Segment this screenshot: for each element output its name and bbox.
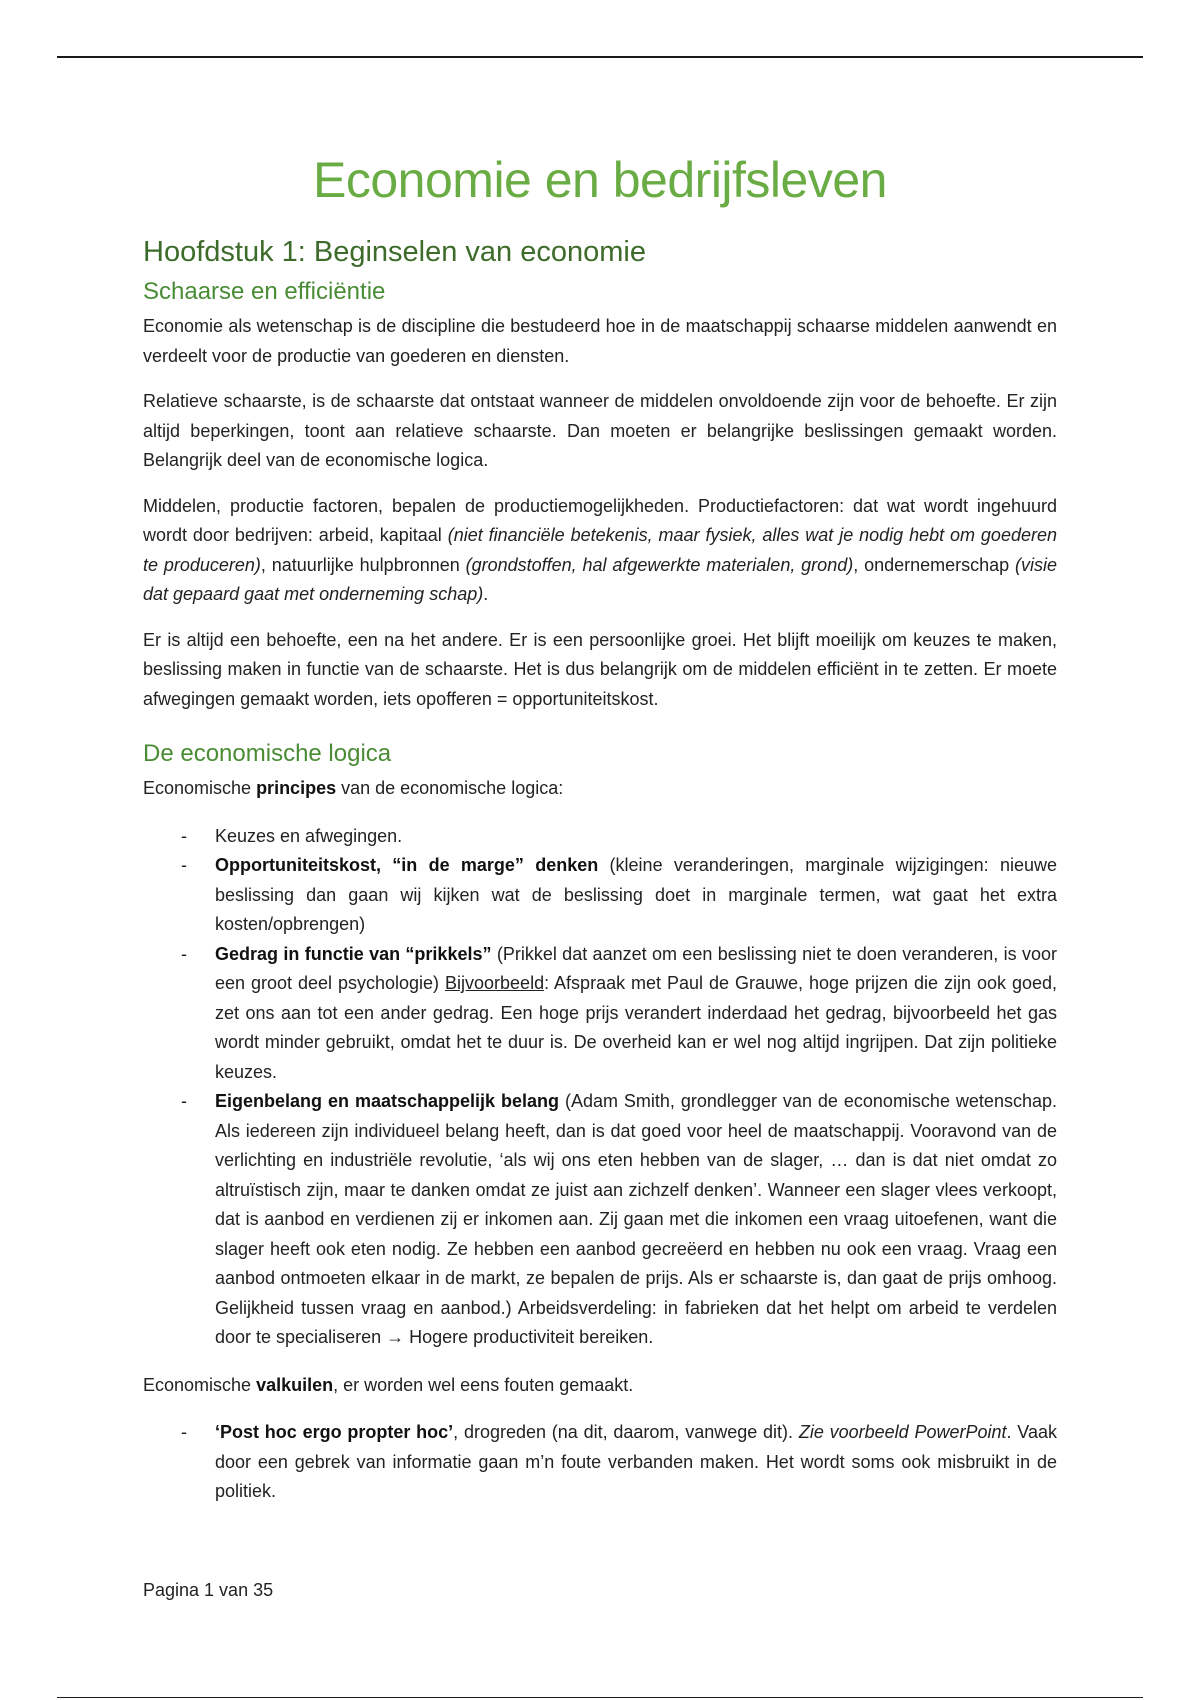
- paragraph-opportunity-cost: Er is altijd een behoefte, een na het andere. Er is een persoonlijke groei. Het blijft moeilijk om keuzes te maken, beslissing maken in functie van de schaarste. Het is dus belangrijk om de middelen efficiënt in te zetten. Er moete afwegingen gemaakt worden, iets opofferen = opportuniteitskost.: [143, 629, 1057, 709]
- list-item: - Opportuniteitskost, “in de marge” denken (kleine veranderingen, marginale wijzigingen: nieuwe beslissing dan gaan wij kijken wat de beslissing doet in marginale termen, wat gaat het extra kosten/opbrengen): [143, 851, 1057, 940]
- document-title: Economie en bedrijfsleven: [313, 152, 887, 208]
- document-page: [143, 140, 1057, 1525]
- pitfalls-intro: Economische valkuilen, er worden wel eens fouten gemaakt.: [143, 1374, 634, 1395]
- principles-intro: Economische principes van de economische logica:: [143, 778, 564, 798]
- page-number: Pagina 1 van 35: [143, 1580, 274, 1600]
- paragraph-relative-scarcity: Relatieve schaarste, is de schaarste dat ontstaat wanneer de middelen onvoldoende zijn voor de behoefte. Er zijn altijd beperkingen, toont aan relatieve schaarste. Dan moeten er belangrijke beslissingen gemaakt worden. Belangrijk deel van de economische logica.: [143, 391, 1057, 470]
- pitfalls-list: [143, 1418, 1057, 1507]
- section-heading-scarcity: Schaarse en efficiëntie: [143, 278, 386, 305]
- paragraph-production-factors: Middelen, productie factoren, bepalen de productiemogelijkheden. Productiefactoren: dat wat wordt ingehuurd wordt door bedrijven: arbeid, kapitaal (niet financiële betekenis, maar fysiek, alles wat je nodig hebt om goederen te produceren), natuurlijke hulpbronnen (grondstoffen, hal afgewerkte materialen, grond), ondernemerschap (visie dat gepaard gaat met onderneming schap).: [143, 495, 1058, 604]
- section-heading-logic: De economische logica: [143, 740, 392, 767]
- footer-rule: [57, 1697, 1143, 1698]
- list-item: - ‘Post hoc ergo propter hoc’, drogreden (na dit, daarom, vanwege dit). Zie voorbeeld PowerPoint. Vaak door een gebrek van informatie gaan m’n foute verbanden maken. Het wordt soms ook misbruikt in de politiek.: [143, 1418, 1057, 1507]
- list-item: - Eigenbelang en maatschappelijk belang (Adam Smith, grondlegger van de economische wetenschap. Als iedereen zijn individueel belang heeft, dan is dat goed voor heel de maatschappij. Vooravond van de verlichting en industriële revolutie, ‘als wij ons eten hebben van de slager, … dan is dat niet omdat zo altruïstisch zijn, maar te danken omdat ze juist aan zichzelf denken’. Wanneer een slager vlees verkoopt, dat is aanbod en verdienen zij er inkomen aan. Zij gaan met die inkomen een vraag uitoefenen, want die slager heeft ook eten nodig. Ze hebben een aanbod gecreëerd en hebben nu ook een vraag. Vraag een aanbod ontmoeten elkaar in de markt, ze bepalen de prijs. Als er schaarste is, dan gaat de prijs omhoog. Gelijkheid tussen vraag en aanbod.) Arbeidsverdeling: in fabrieken dat het helpt om arbeid te verdelen door te specialiseren → Hogere productiviteit bereiken.: [143, 1087, 1057, 1353]
- list-item: - Keuzes en afwegingen.: [143, 822, 1057, 852]
- header-rule: [57, 56, 1143, 58]
- principles-list: [143, 822, 1057, 1353]
- list-item: - Gedrag in functie van “prikkels” (Prikkel dat aanzet om een beslissing niet te doen veranderen, is voor een groot deel psychologie) Bijvoorbeeld: Afspraak met Paul de Grauwe, hoge prijzen die zijn ook goed, zet ons aan tot een ander gedrag. Een hoge prijs verandert inderdaad het gedrag, bijvoorbeeld het gas wordt minder gebruikt, omdat het te duur is. De overheid kan er wel nog altijd ingrijpen. Dat zijn politieke keuzes.: [143, 940, 1057, 1088]
- chapter-heading: Hoofdstuk 1: Beginselen van economie: [143, 236, 646, 268]
- paragraph-definition: Economie als wetenschap is de discipline die bestudeerd hoe in de maatschappij schaarse middelen aanwendt en verdeelt voor de productie van goederen en diensten.: [143, 316, 1057, 366]
